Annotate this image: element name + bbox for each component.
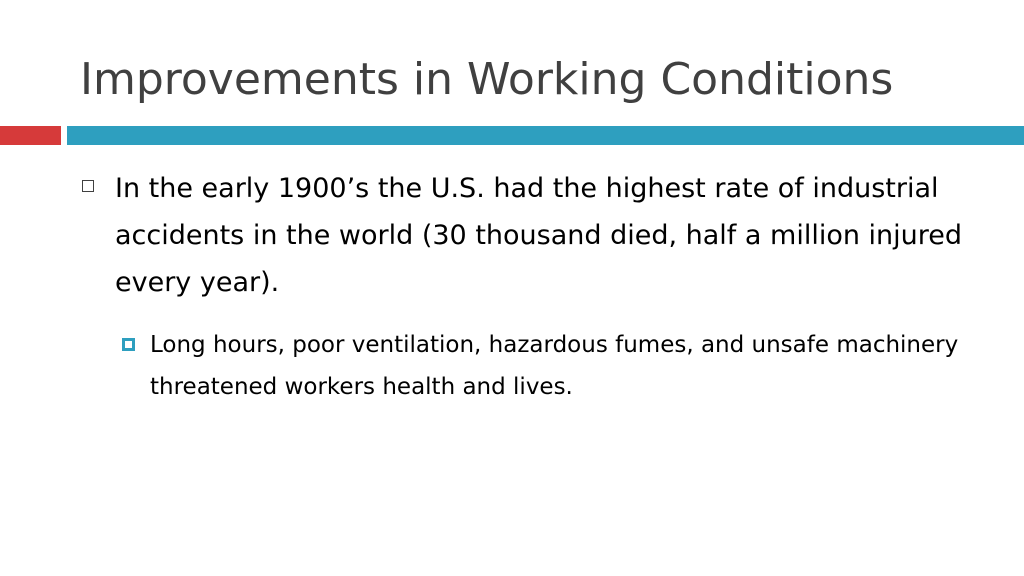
sub-bullet-text: Long hours, poor ventilation, hazardous fumes, and unsafe machinery threatened workers health and lives. [150, 332, 959, 400]
bullet-text: In the early 1900’s the U.S. had the highest rate of industrial accidents in the world (30 thousand died, half a million injured every year). [115, 173, 963, 298]
filled-square-icon [122, 338, 135, 351]
title-accent-red-bar [0, 126, 61, 145]
sub-bullet-item [122, 324, 982, 408]
slide-body [82, 165, 982, 408]
title-accent-blue-bar [67, 126, 1024, 145]
slide-title: Improvements in Working Conditions [80, 54, 894, 105]
hollow-square-icon [82, 180, 94, 192]
bullet-item [82, 165, 982, 306]
